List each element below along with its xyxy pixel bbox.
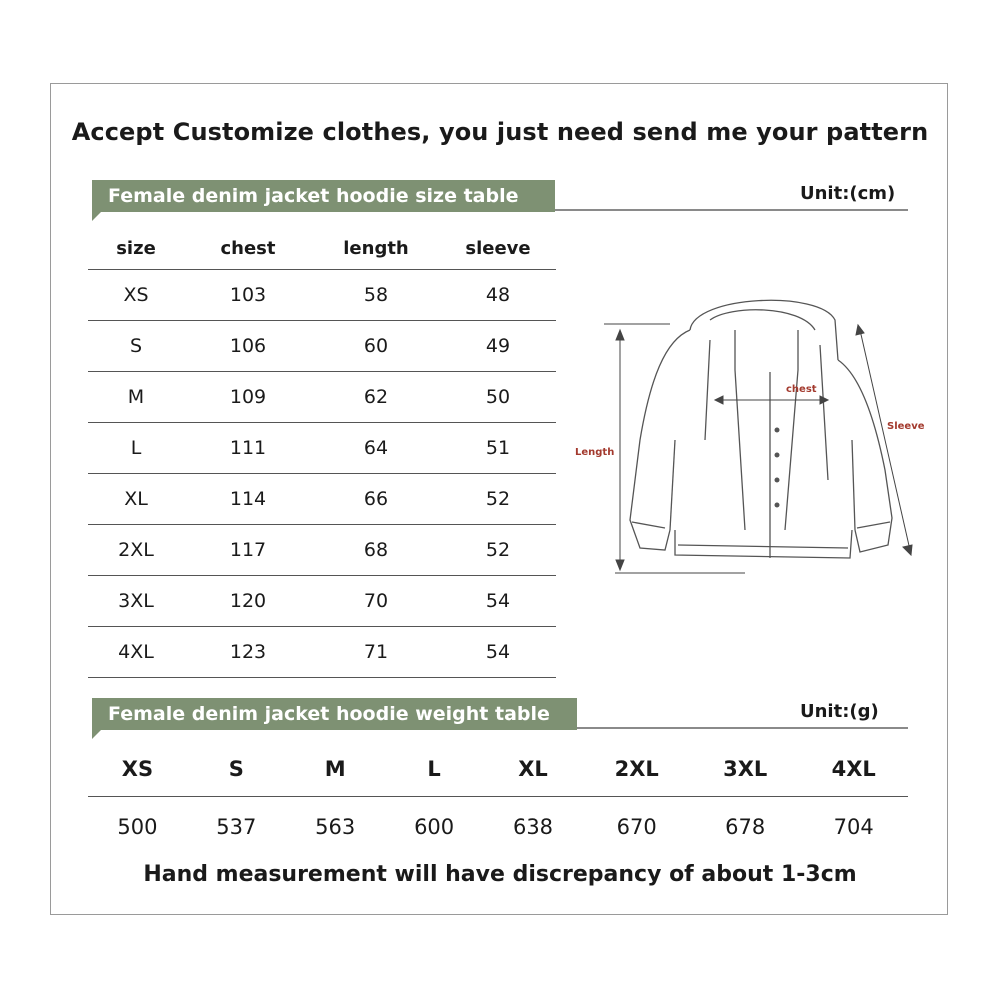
table-row xyxy=(88,270,556,321)
length-label: Length xyxy=(575,447,615,458)
weight-values-row xyxy=(88,797,908,858)
table-row xyxy=(88,372,556,423)
table-row xyxy=(88,525,556,576)
weight-value: 638 xyxy=(512,815,554,839)
cell-size: L xyxy=(88,423,184,474)
size-table-rule xyxy=(555,209,908,211)
cell-size: M xyxy=(88,372,184,423)
sleeve-label: Sleeve xyxy=(887,421,925,432)
measurement-footnote: Hand measurement will have discrepancy of about 1-3cm xyxy=(143,862,857,887)
weight-value: 678 xyxy=(725,815,766,839)
weight-size-header: XS xyxy=(88,742,187,797)
table-row xyxy=(88,627,556,678)
cell-length: 64 xyxy=(312,423,440,474)
size-unit-label: Unit:(cm) xyxy=(800,183,896,204)
weight-header-row xyxy=(88,742,908,797)
weight-value: 600 xyxy=(414,815,455,839)
size-table-banner: Female denim jacket hoodie size table xyxy=(92,180,555,212)
cell-chest: 103 xyxy=(184,270,312,321)
cell-size: 4XL xyxy=(88,627,184,678)
cell-length: 58 xyxy=(312,270,440,321)
cell-chest: 117 xyxy=(184,525,312,576)
table-row xyxy=(88,474,556,525)
cell-sleeve: 52 xyxy=(440,474,556,525)
cell-size: 3XL xyxy=(88,576,184,627)
cell-length: 60 xyxy=(312,321,440,372)
cell-sleeve: 54 xyxy=(440,627,556,678)
cell-length: 62 xyxy=(312,372,440,423)
cell-chest: 123 xyxy=(184,627,312,678)
weight-value: 537 xyxy=(216,815,257,839)
weight-table-rule xyxy=(577,727,908,729)
table-row xyxy=(88,576,556,627)
weight-value: 704 xyxy=(833,815,874,839)
weight-value: 563 xyxy=(315,815,356,839)
size-table-header-row xyxy=(88,227,556,270)
header-length: length xyxy=(312,227,440,270)
chest-label: chest xyxy=(786,384,817,395)
cell-sleeve: 48 xyxy=(440,270,556,321)
jacket-diagram xyxy=(570,290,940,590)
cell-sleeve: 52 xyxy=(440,525,556,576)
cell-sleeve: 49 xyxy=(440,321,556,372)
weight-size-header: L xyxy=(385,742,484,797)
weight-size-header: XL xyxy=(484,742,583,797)
weight-value: 500 xyxy=(117,815,158,839)
cell-chest: 109 xyxy=(184,372,312,423)
cell-length: 70 xyxy=(312,576,440,627)
weight-value: 670 xyxy=(616,815,657,839)
size-table xyxy=(88,227,556,678)
weight-table xyxy=(88,742,908,857)
weight-size-header: 4XL xyxy=(799,742,908,797)
header-size: size xyxy=(88,227,184,270)
header-sleeve: sleeve xyxy=(440,227,556,270)
jacket-outline-illustration xyxy=(570,290,940,590)
page-headline: Accept Customize clothes, you just need send me your pattern xyxy=(71,118,929,146)
weight-size-header: 2XL xyxy=(582,742,691,797)
cell-size: XL xyxy=(88,474,184,525)
weight-unit-label: Unit:(g) xyxy=(800,701,879,722)
cell-chest: 111 xyxy=(184,423,312,474)
table-row xyxy=(88,423,556,474)
cell-chest: 114 xyxy=(184,474,312,525)
weight-size-header: S xyxy=(187,742,286,797)
table-row xyxy=(88,321,556,372)
cell-size: 2XL xyxy=(88,525,184,576)
weight-size-header: 3XL xyxy=(691,742,800,797)
cell-chest: 106 xyxy=(184,321,312,372)
cell-size: XS xyxy=(88,270,184,321)
cell-length: 68 xyxy=(312,525,440,576)
cell-length: 66 xyxy=(312,474,440,525)
cell-sleeve: 54 xyxy=(440,576,556,627)
header-chest: chest xyxy=(184,227,312,270)
weight-size-header: M xyxy=(286,742,385,797)
cell-sleeve: 51 xyxy=(440,423,556,474)
weight-table-banner: Female denim jacket hoodie weight table xyxy=(92,698,577,730)
cell-sleeve: 50 xyxy=(440,372,556,423)
cell-chest: 120 xyxy=(184,576,312,627)
cell-length: 71 xyxy=(312,627,440,678)
cell-size: S xyxy=(88,321,184,372)
